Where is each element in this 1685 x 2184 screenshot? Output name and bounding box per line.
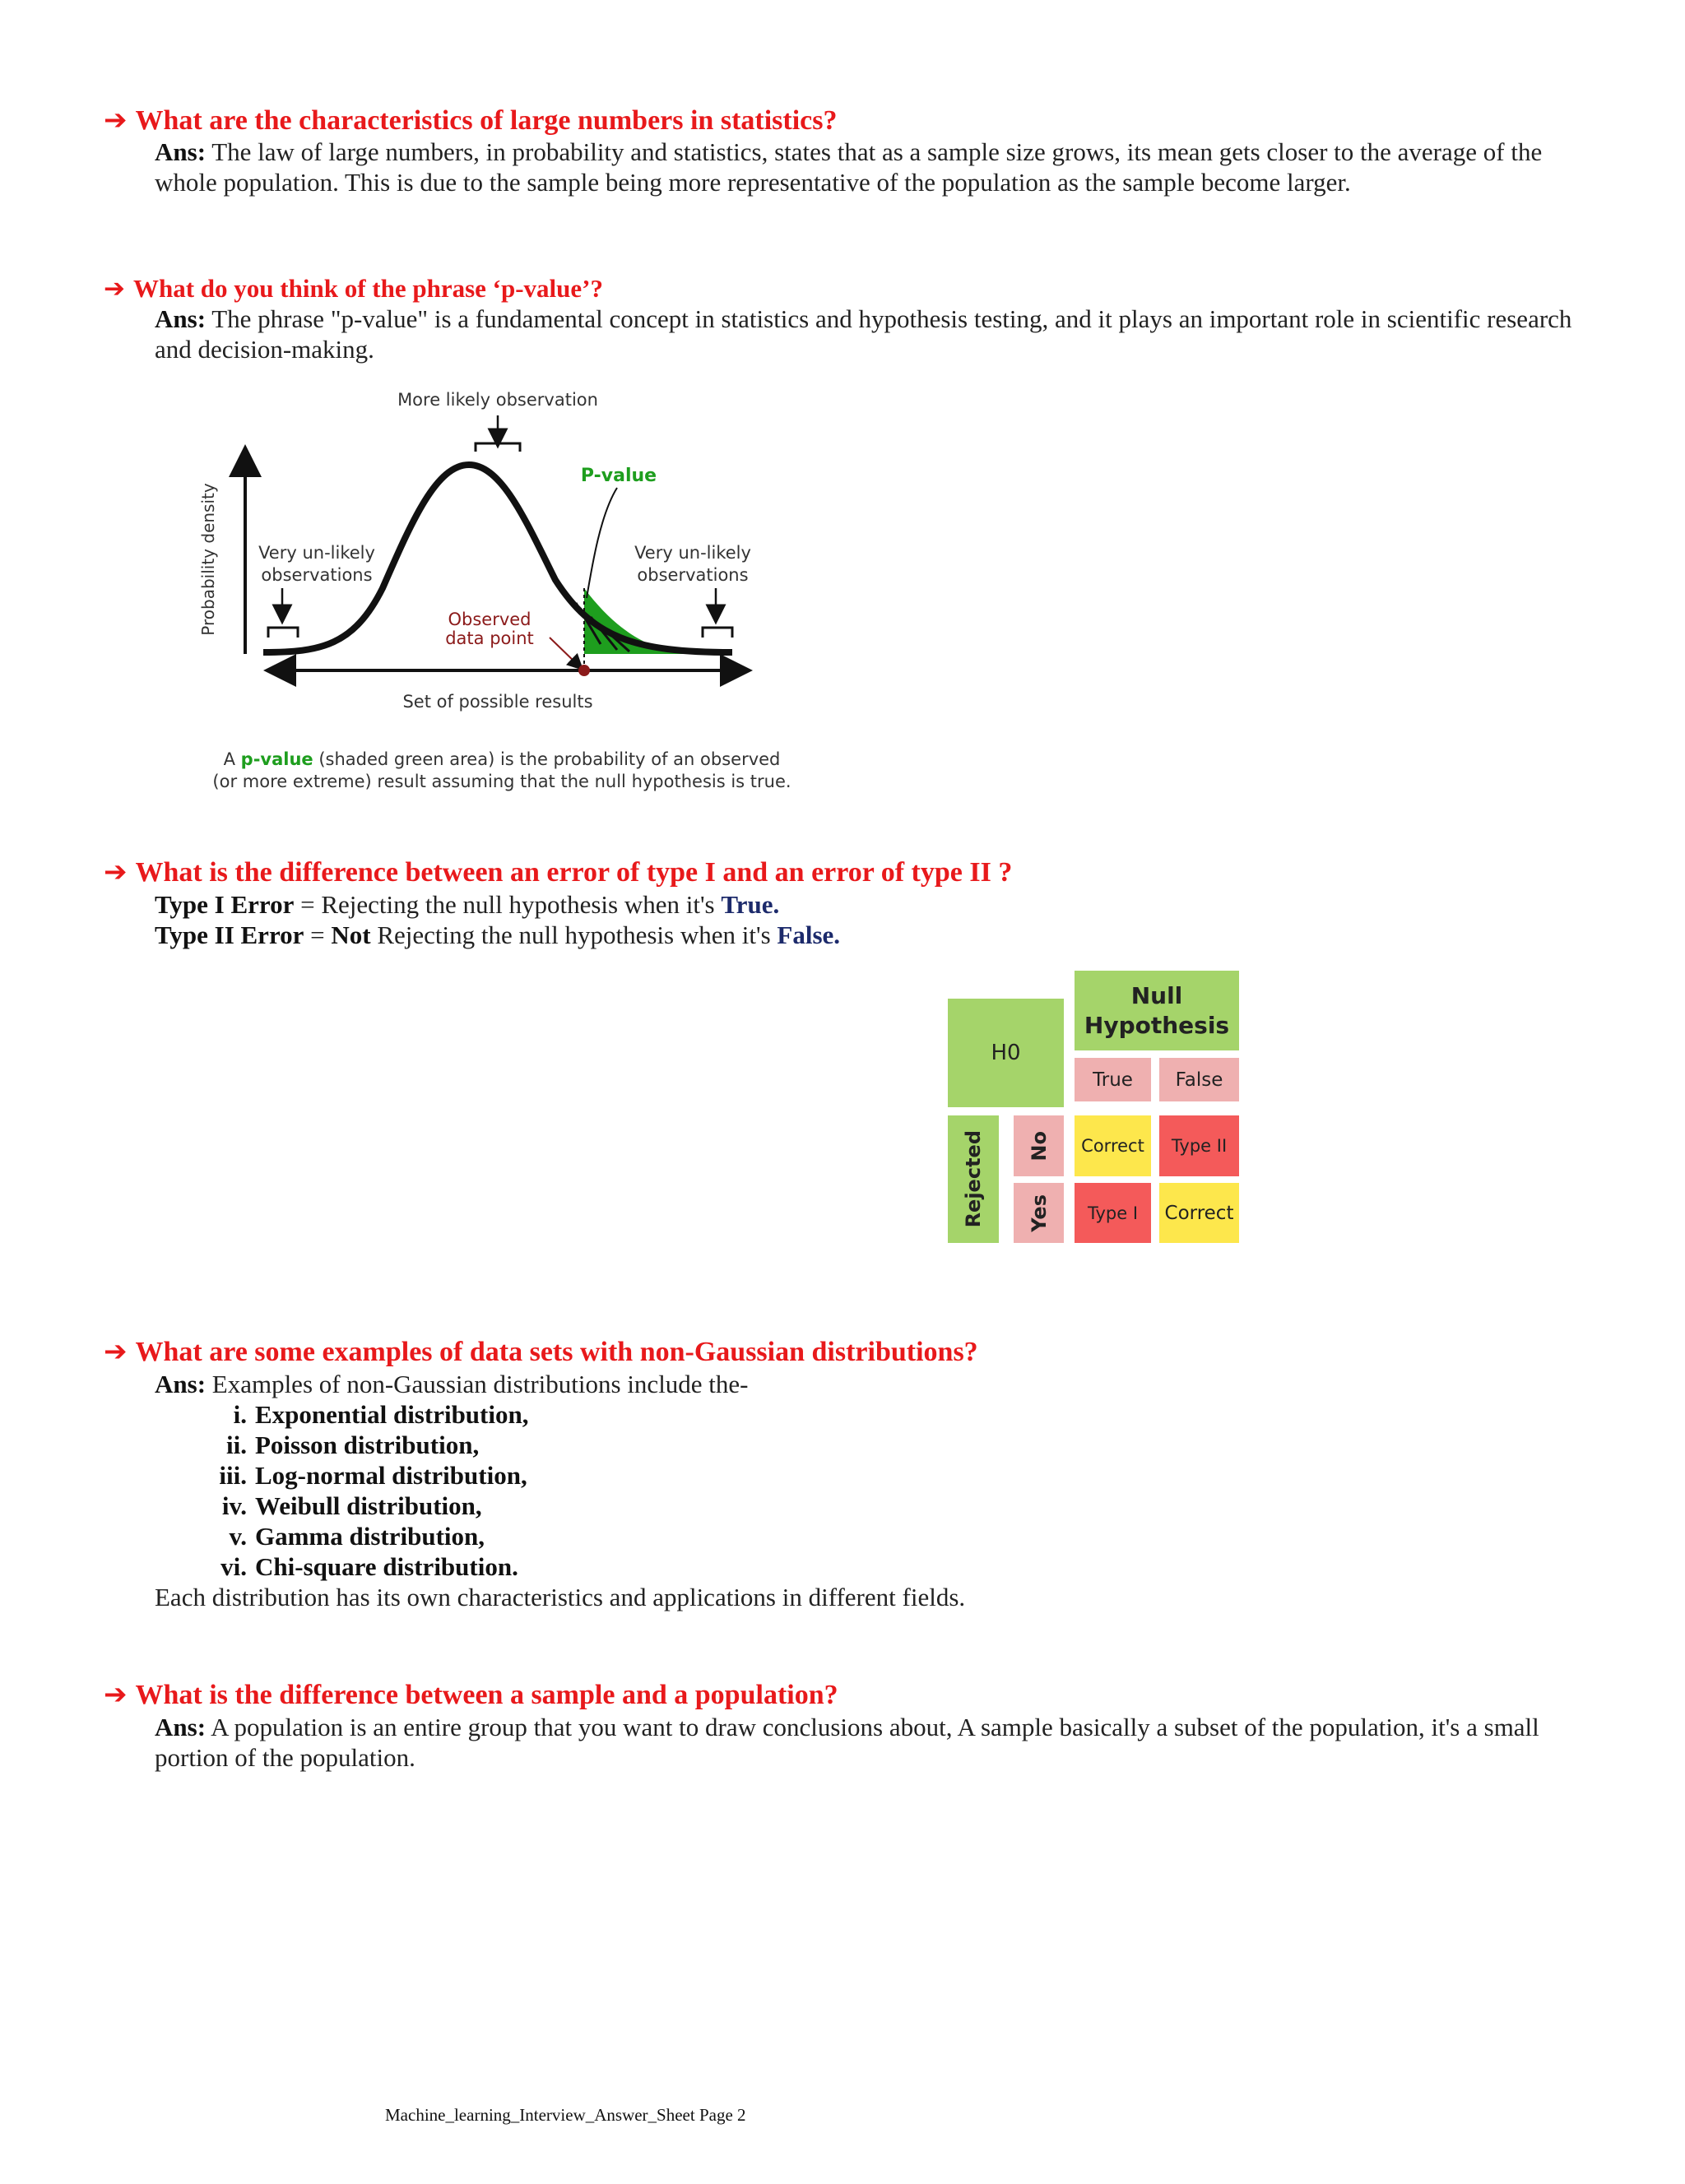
answer-text: The phrase "p-value" is a fundamental concept in statistics and hypothesis testing, and it plays an important role in scientific research and decision-making.	[155, 304, 1572, 364]
row-no-text: No	[1027, 1130, 1051, 1162]
row-no-cell	[1014, 1115, 1064, 1176]
type-i-text: Rejecting the null hypothesis when it's	[321, 890, 715, 919]
observed-pointer	[550, 638, 578, 665]
list-item	[155, 1521, 528, 1551]
type-ii-label: Type II Error	[155, 920, 304, 949]
list-item	[155, 1551, 528, 1582]
p-value-figure	[189, 383, 831, 810]
left-label-1: Very un-likely	[258, 543, 375, 563]
observed-data-point	[578, 665, 590, 676]
left-label-2: observations	[261, 565, 373, 585]
rejected-text: Rejected	[962, 1130, 985, 1228]
list-item	[155, 1399, 528, 1430]
h0-text: H0	[991, 1041, 1021, 1065]
observed-label-1: Observed	[448, 610, 531, 629]
list-item	[155, 1491, 528, 1521]
ans-label: Ans:	[155, 137, 207, 166]
question-non-gaussian	[104, 1335, 978, 1369]
type-ii-error-line	[155, 920, 840, 950]
answer-text: A population is an entire group that you want to draw conclusions about, A sample basically a subset of the population, it's a small portion of the population.	[155, 1713, 1539, 1772]
cell-no-false-text: Type II	[1171, 1136, 1228, 1156]
ans-label: Ans:	[155, 1370, 207, 1398]
arrow-icon: ➔	[104, 1678, 128, 1711]
outro-text: Each distribution has its own characteristics and applications in different fields.	[155, 1583, 966, 1611]
caption-line-2: (or more extreme) result assuming that the null hypothesis is true.	[212, 772, 791, 791]
arrow-icon: ➔	[104, 856, 128, 888]
list-text: Poisson distribution,	[255, 1430, 480, 1459]
question-p-value	[104, 272, 603, 305]
question-text: What do you think of the phrase ‘p-value’?	[132, 274, 603, 303]
col-false-text: False	[1175, 1069, 1223, 1091]
equals-sign: =	[300, 890, 315, 919]
row-yes-text: Yes	[1027, 1194, 1051, 1232]
question-text: What is the difference between an error of type I and an error of type II ?	[135, 857, 1013, 888]
list-item	[155, 1430, 528, 1460]
more-likely-label: More likely observation	[397, 390, 598, 410]
row-yes-cell	[1014, 1183, 1064, 1243]
right-label-1: Very un-likely	[634, 543, 751, 563]
type-ii-value: False.	[777, 920, 841, 949]
question-text: What are the characteristics of large numbers in statistics?	[135, 105, 838, 136]
list-text: Chi-square distribution.	[255, 1552, 518, 1581]
null-hypothesis-header	[1075, 971, 1239, 1050]
right-bracket	[703, 628, 732, 638]
page-footer: Machine_learning_Interview_Answer_Sheet Page 2	[385, 2105, 746, 2125]
answer-sample-population	[155, 1712, 1603, 1773]
right-label-2: observations	[637, 565, 749, 585]
x-axis-label: Set of possible results	[402, 692, 593, 712]
observed-label-2: data point	[445, 628, 534, 648]
question-large-numbers	[104, 104, 838, 137]
type-ii-text: Rejecting the null hypothesis when it's	[377, 920, 771, 949]
cell-yes-true	[1075, 1183, 1151, 1243]
not-word: Not	[331, 920, 371, 949]
question-error-types	[104, 856, 1012, 889]
list-num: iv.	[221, 1491, 247, 1520]
cell-no-false	[1159, 1115, 1239, 1176]
cell-yes-false-text: Correct	[1164, 1202, 1234, 1224]
p-value-pointer	[587, 488, 617, 598]
cell-yes-false	[1159, 1183, 1239, 1243]
y-axis-label: Probability density	[198, 483, 218, 636]
answer-large-numbers	[155, 137, 1603, 197]
null-hypothesis-text: Null Hypothesis	[1084, 981, 1230, 1039]
left-bracket	[268, 628, 298, 638]
question-text: What are some examples of data sets with non-Gaussian distributions?	[135, 1337, 978, 1367]
equals-sign: =	[310, 920, 325, 949]
top-bracket	[476, 443, 520, 452]
cell-yes-true-text: Type I	[1087, 1203, 1139, 1223]
arrow-icon: ➔	[104, 1335, 128, 1368]
type-i-value: True.	[721, 890, 780, 919]
ans-label: Ans:	[155, 1713, 207, 1741]
answer-text: The law of large numbers, in probability and statistics, states that as a sample size grows, its mean gets closer to the average of the whole population. This is due to the sample being more representative of the population as the sample become larger.	[155, 137, 1543, 197]
list-text: Exponential distribution,	[255, 1400, 529, 1429]
list-item	[155, 1460, 528, 1491]
col-true-cell	[1075, 1058, 1151, 1101]
type-i-error-line	[155, 889, 779, 920]
question-text: What is the difference between a sample and a population?	[135, 1680, 838, 1710]
list-text: Log-normal distribution,	[255, 1461, 527, 1490]
caption-line-1: A p-value (shaded green area) is the probability of an observed	[223, 749, 781, 769]
cell-no-true-text: Correct	[1081, 1136, 1144, 1156]
rejected-cell	[948, 1115, 999, 1243]
h0-cell	[948, 999, 1064, 1107]
intro-text: Examples of non-Gaussian distributions include the-	[211, 1370, 749, 1398]
list-num: i.	[233, 1400, 247, 1429]
type-i-label: Type I Error	[155, 890, 295, 919]
p-value-label: P-value	[580, 466, 657, 486]
answer-non-gaussian-intro	[155, 1369, 749, 1399]
arrow-icon: ➔	[104, 274, 125, 304]
list-num: vi.	[220, 1552, 247, 1581]
answer-p-value	[155, 304, 1603, 364]
question-sample-population	[104, 1678, 838, 1712]
col-true-text: True	[1093, 1069, 1133, 1091]
col-false-cell	[1159, 1058, 1239, 1101]
list-text: Gamma distribution,	[255, 1522, 485, 1551]
list-num: iii.	[219, 1461, 247, 1490]
ans-label: Ans:	[155, 304, 207, 333]
distribution-list	[155, 1399, 528, 1582]
answer-non-gaussian-outro	[155, 1582, 965, 1612]
arrow-icon: ➔	[104, 104, 128, 137]
list-text: Weibull distribution,	[255, 1491, 482, 1520]
cell-no-true	[1075, 1115, 1151, 1176]
list-num: ii.	[226, 1430, 247, 1459]
list-num: v.	[229, 1522, 247, 1551]
